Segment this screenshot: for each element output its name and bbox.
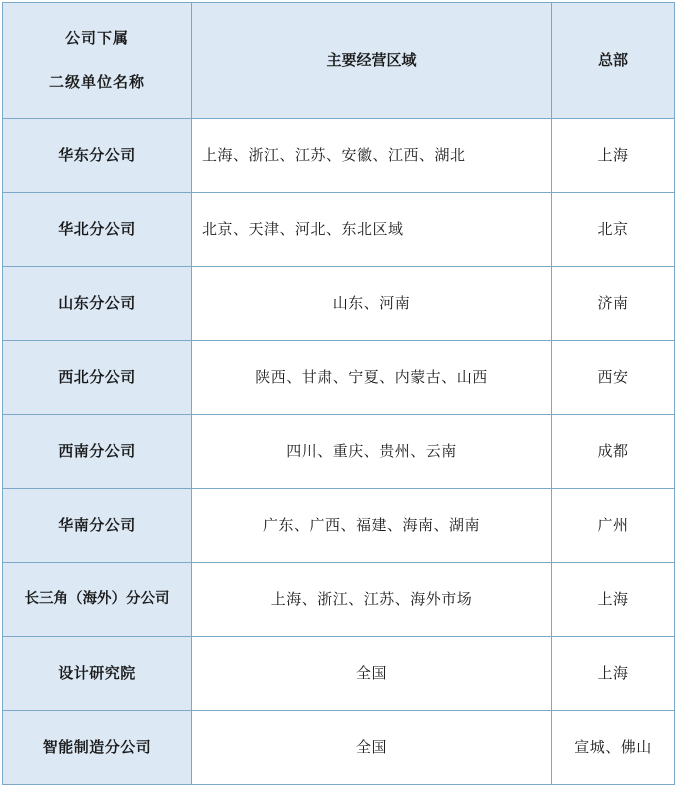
table-row [3, 119, 675, 193]
table-row [3, 711, 675, 785]
table-row [3, 637, 675, 711]
cell-headquarters: 上海 [552, 119, 675, 193]
cell-region: 北京、天津、河北、东北区域 [192, 193, 552, 267]
cell-headquarters: 宣城、佛山 [552, 711, 675, 785]
column-header-unit-line1: 公司下属 [64, 29, 129, 47]
cell-unit: 长三角（海外）分公司 [3, 563, 192, 637]
table-header-row [3, 3, 675, 119]
cell-unit: 华南分公司 [3, 489, 192, 563]
table-row [3, 563, 675, 637]
table-row [3, 415, 675, 489]
company-units-table [2, 2, 675, 785]
table-body [3, 3, 675, 785]
cell-region: 山东、河南 [192, 267, 552, 341]
table-row [3, 341, 675, 415]
column-header-region: 主要经营区域 [192, 3, 552, 119]
cell-headquarters: 成都 [552, 415, 675, 489]
column-header-headquarters: 总部 [552, 3, 675, 119]
cell-headquarters: 广州 [552, 489, 675, 563]
cell-region: 四川、重庆、贵州、云南 [192, 415, 552, 489]
column-header-unit-line2: 二级单位名称 [48, 73, 145, 91]
cell-unit: 山东分公司 [3, 267, 192, 341]
cell-headquarters: 西安 [552, 341, 675, 415]
cell-region: 全国 [192, 637, 552, 711]
cell-headquarters: 北京 [552, 193, 675, 267]
cell-headquarters: 上海 [552, 563, 675, 637]
table-row [3, 193, 675, 267]
table-row [3, 267, 675, 341]
cell-region: 全国 [192, 711, 552, 785]
cell-unit: 西北分公司 [3, 341, 192, 415]
cell-headquarters: 上海 [552, 637, 675, 711]
cell-unit: 华北分公司 [3, 193, 192, 267]
cell-region: 陕西、甘肃、宁夏、内蒙古、山西 [192, 341, 552, 415]
column-header-unit [3, 3, 192, 119]
cell-unit: 智能制造分公司 [3, 711, 192, 785]
cell-unit: 西南分公司 [3, 415, 192, 489]
cell-unit: 华东分公司 [3, 119, 192, 193]
cell-unit: 设计研究院 [3, 637, 192, 711]
cell-region: 广东、广西、福建、海南、湖南 [192, 489, 552, 563]
table-row [3, 489, 675, 563]
cell-region: 上海、浙江、江苏、安徽、江西、湖北 [192, 119, 552, 193]
cell-headquarters: 济南 [552, 267, 675, 341]
cell-region: 上海、浙江、江苏、海外市场 [192, 563, 552, 637]
